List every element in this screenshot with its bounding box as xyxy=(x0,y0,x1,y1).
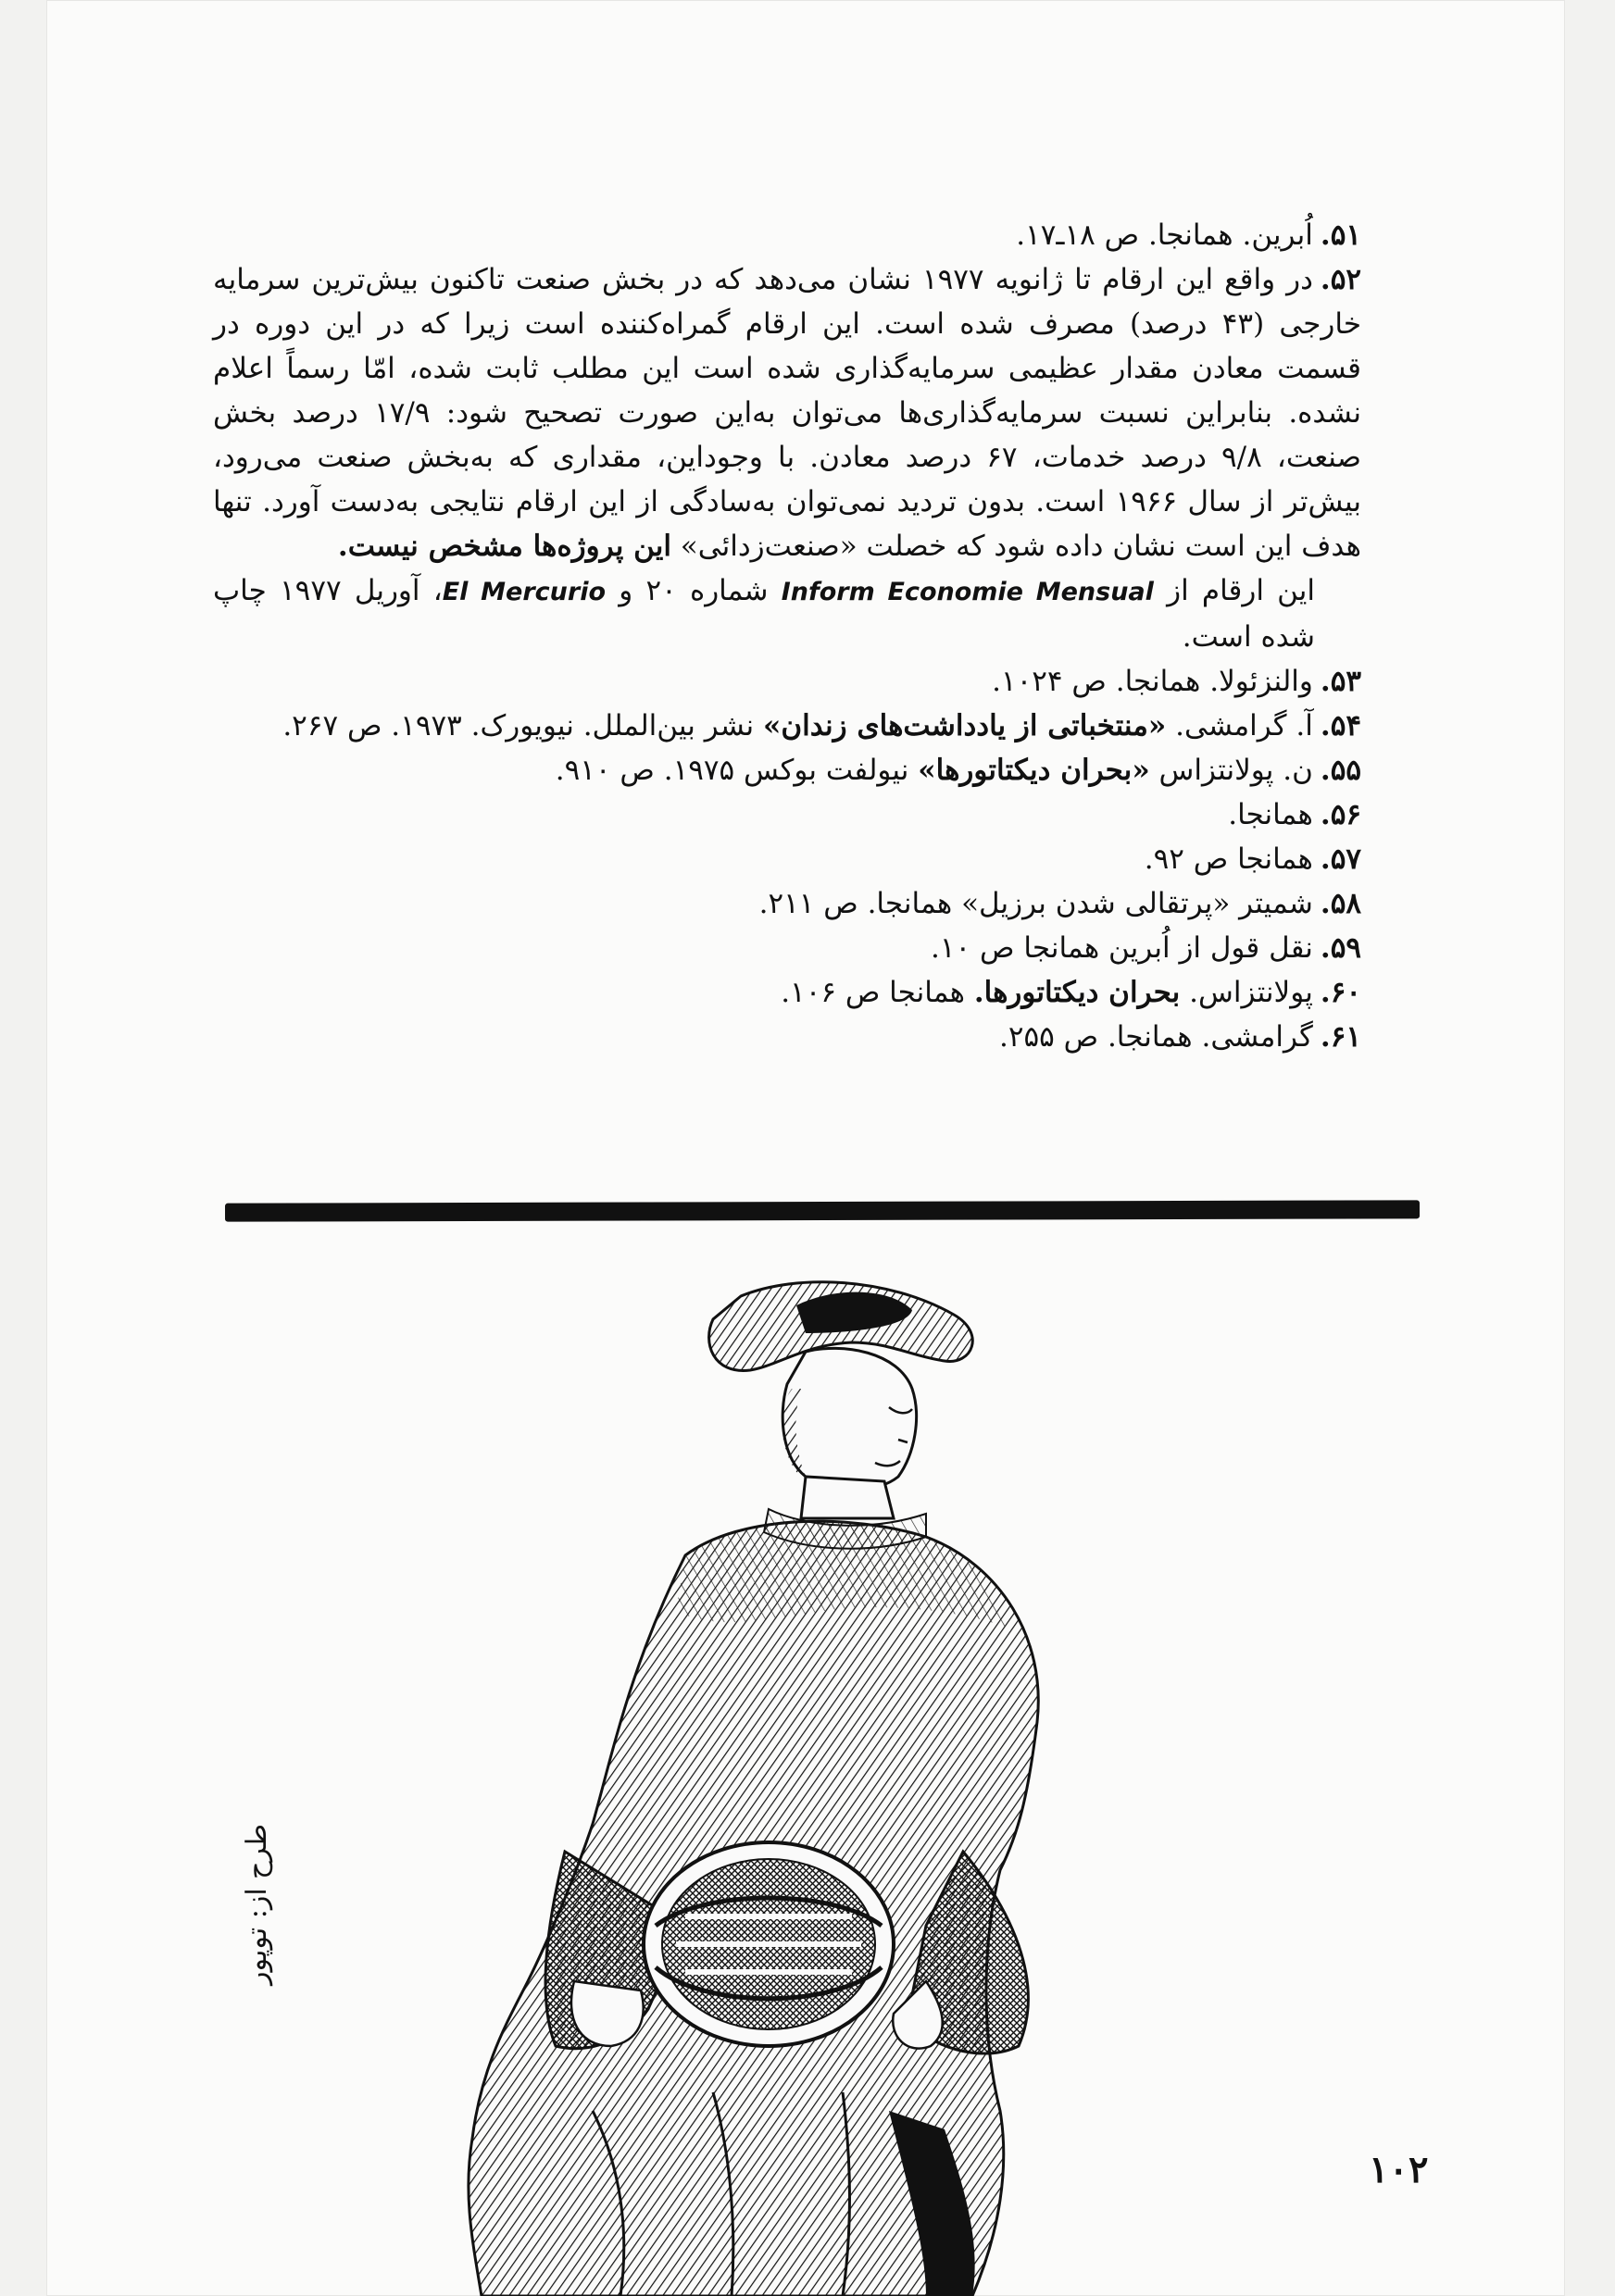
endnote-58: ۵۸.شمیتر «پرتقالی شدن برزیل» همانجا. ص ۲۱۱. xyxy=(758,887,1361,920)
endnote-52-source: این ارقام از Inform Economie Mensual شماره ۲۰ و El Mercurio، آوریل ۱۹۷۷ چاپ شده است. xyxy=(213,574,1316,654)
basket-shape xyxy=(644,1842,894,2046)
woman-with-basket-illustration xyxy=(407,1278,1056,2296)
endnote-53: ۵۳.والنزئولا. همانجا. ص ۱۰۲۴. xyxy=(992,665,1361,698)
endnotes-list xyxy=(213,213,1361,1059)
endnote-51: ۵۱.اُبرین. همانجا. ص ۱۸ـ۱۷. xyxy=(1016,218,1361,252)
page-number: ۱۰۲ xyxy=(1369,2148,1429,2191)
endnote-52: ۵۲.در واقع این ارقام تا ژانویه ۱۹۷۷ نشان می‌دهد که در بخش صنعت تاکنون بیش‌ترین سرمایه خارجی (۴۳ درصد) مصرف شده است. این ارقام گمراه‌کننده است زیرا که در این دوره در قسمت معادن مقدار عظیمی سرمایه‌گذاری شده است این مطلب ثابت شده، امّا رسماً اعلام نشده. بنابراین نسبت سرمایه‌گذاری‌ها می‌توان به‌این صورت تصحیح شود: ۱۷/۹ درصد بخش صنعت، ۹/۸ درصد خدمات، ۶۷ درصد معادن. با وجوداین، مقداری که به‌بخش صنعت می‌رود، بیش‌تر از سال ۱۹۶۶ است. بدون تردید نمی‌توان به‌سادگی از این ارقام نتایجی به‌دست آورد. تنها هدف این است نشان داده شود که خصلت «صنعت‌زدائی» این پروژه‌ها مشخص نیست. xyxy=(213,263,1362,563)
endnote-56: ۵۶.همانجا. xyxy=(1228,798,1361,831)
endnote-60: ۶۰.پولانتزاس. بحران دیکتاتورها. همانجا ص ۱۰۶. xyxy=(781,976,1361,1009)
face-shape xyxy=(782,1348,916,1489)
endnote-54: ۵۴.آ. گرامشی. «منتخباتی از یادداشت‌های زندان» نشر بین‌الملل. نیویورک. ۱۹۷۳. ص ۲۶۷. xyxy=(282,709,1361,742)
endnote-55: ۵۵.ن. پولانتزاس «بحران دیکتاتورها» نیولفت بوکس ۱۹۷۵. ص ۹۱۰. xyxy=(555,754,1361,787)
endnote-59: ۵۹.نقل قول از اُبرین همانجا ص ۱۰. xyxy=(931,931,1361,965)
endnote-61: ۶۱.گرامشی. همانجا. ص ۲۵۵. xyxy=(998,1020,1361,1054)
section-divider-bar xyxy=(225,1200,1420,1221)
illustration-credit: طرح از: توپور xyxy=(241,1824,273,1985)
endnote-57: ۵۷.همانجا ص ۹۲. xyxy=(1144,842,1361,876)
